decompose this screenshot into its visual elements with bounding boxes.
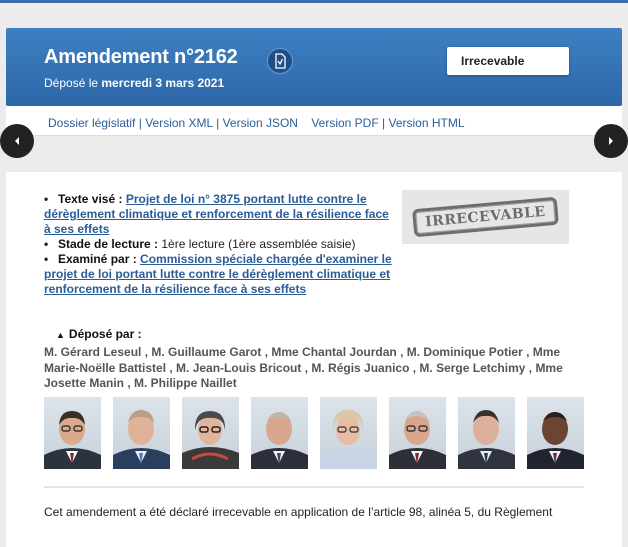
link-version-json[interactable]: Version JSON <box>222 116 298 130</box>
link-version-xml[interactable]: Version XML <box>145 116 213 130</box>
previous-amendment-button[interactable] <box>0 124 34 158</box>
deposit-date-value: mercredi 3 mars 2021 <box>101 76 225 90</box>
bullet: • <box>44 252 49 266</box>
author-photo[interactable] <box>527 397 584 469</box>
link-separator: | <box>216 116 220 130</box>
author-photo[interactable] <box>458 397 515 469</box>
stade-lecture-value: 1ère lecture (1ère assemblée saisie) <box>161 237 356 251</box>
detail-texte-vise <box>44 192 394 237</box>
amendment-doc-icon[interactable] <box>267 48 293 74</box>
examine-par-link[interactable]: Commission spéciale chargée d'examiner le projet de loi portant lutte contre le dérèglement climatique et renforcement de la résilience face à ses effets <box>44 252 392 296</box>
irrecevable-stamp: IRRECEVABLE <box>412 197 559 238</box>
author-photo[interactable] <box>320 397 377 469</box>
author-photo[interactable] <box>113 397 170 469</box>
author-photo[interactable] <box>251 397 308 469</box>
top-accent-line <box>0 0 628 3</box>
stade-lecture-label: Stade de lecture : <box>58 237 159 251</box>
irrecevability-note: Cet amendement a été déclaré irrecevable en application de l’article 98, alinéa 5, du Règlement <box>44 505 553 519</box>
version-links-bar <box>6 106 622 136</box>
chevron-right-icon <box>605 135 617 147</box>
divider <box>44 486 584 488</box>
depose-par-toggle[interactable] <box>56 327 142 341</box>
page-title: Amendement n°2162 <box>44 46 238 68</box>
link-version-pdf[interactable]: Version PDF <box>311 116 379 130</box>
texte-vise-label: Texte visé : <box>58 192 123 206</box>
link-dossier-legislatif[interactable]: Dossier législatif <box>48 116 136 130</box>
author-photo[interactable] <box>44 397 101 469</box>
amendment-header <box>6 28 622 106</box>
author-photos <box>44 397 604 471</box>
author-photo[interactable] <box>182 397 239 469</box>
link-separator: | <box>382 116 386 130</box>
texte-vise-link[interactable]: Projet de loi n° 3875 portant lutte contre le dérèglement climatique et renforcement de la résilience face à ses effets <box>44 192 389 236</box>
caret-up-icon: ▲ <box>56 330 65 340</box>
status-badge: Irrecevable <box>447 47 569 75</box>
bullet: • <box>44 237 49 251</box>
bullet: • <box>44 192 49 206</box>
next-amendment-button[interactable] <box>594 124 628 158</box>
detail-examine-par <box>44 252 394 297</box>
amendment-content-card <box>6 172 622 547</box>
chevron-left-icon <box>11 135 23 147</box>
amendment-details <box>44 192 394 297</box>
examine-par-label: Examiné par : <box>58 252 137 266</box>
authors-list: M. Gérard Leseul , M. Guillaume Garot , Mme Chantal Jourdan , M. Dominique Potier , Mme Marie-Noëlle Battistel , M. Jean-Louis Bricout , M. Régis Juanico , M. Serge Letchimy , Mme Josette Manin , M. Philippe Naillet <box>44 345 563 390</box>
author-photo[interactable] <box>389 397 446 469</box>
irrecevable-stamp-box <box>402 190 569 244</box>
link-version-html[interactable]: Version HTML <box>388 116 465 130</box>
detail-stade-lecture <box>44 237 394 252</box>
depose-par-label: Déposé par : <box>68 327 142 341</box>
link-separator: | <box>138 116 142 130</box>
deposit-date <box>44 76 224 90</box>
deposit-prefix: Déposé le <box>44 76 99 90</box>
